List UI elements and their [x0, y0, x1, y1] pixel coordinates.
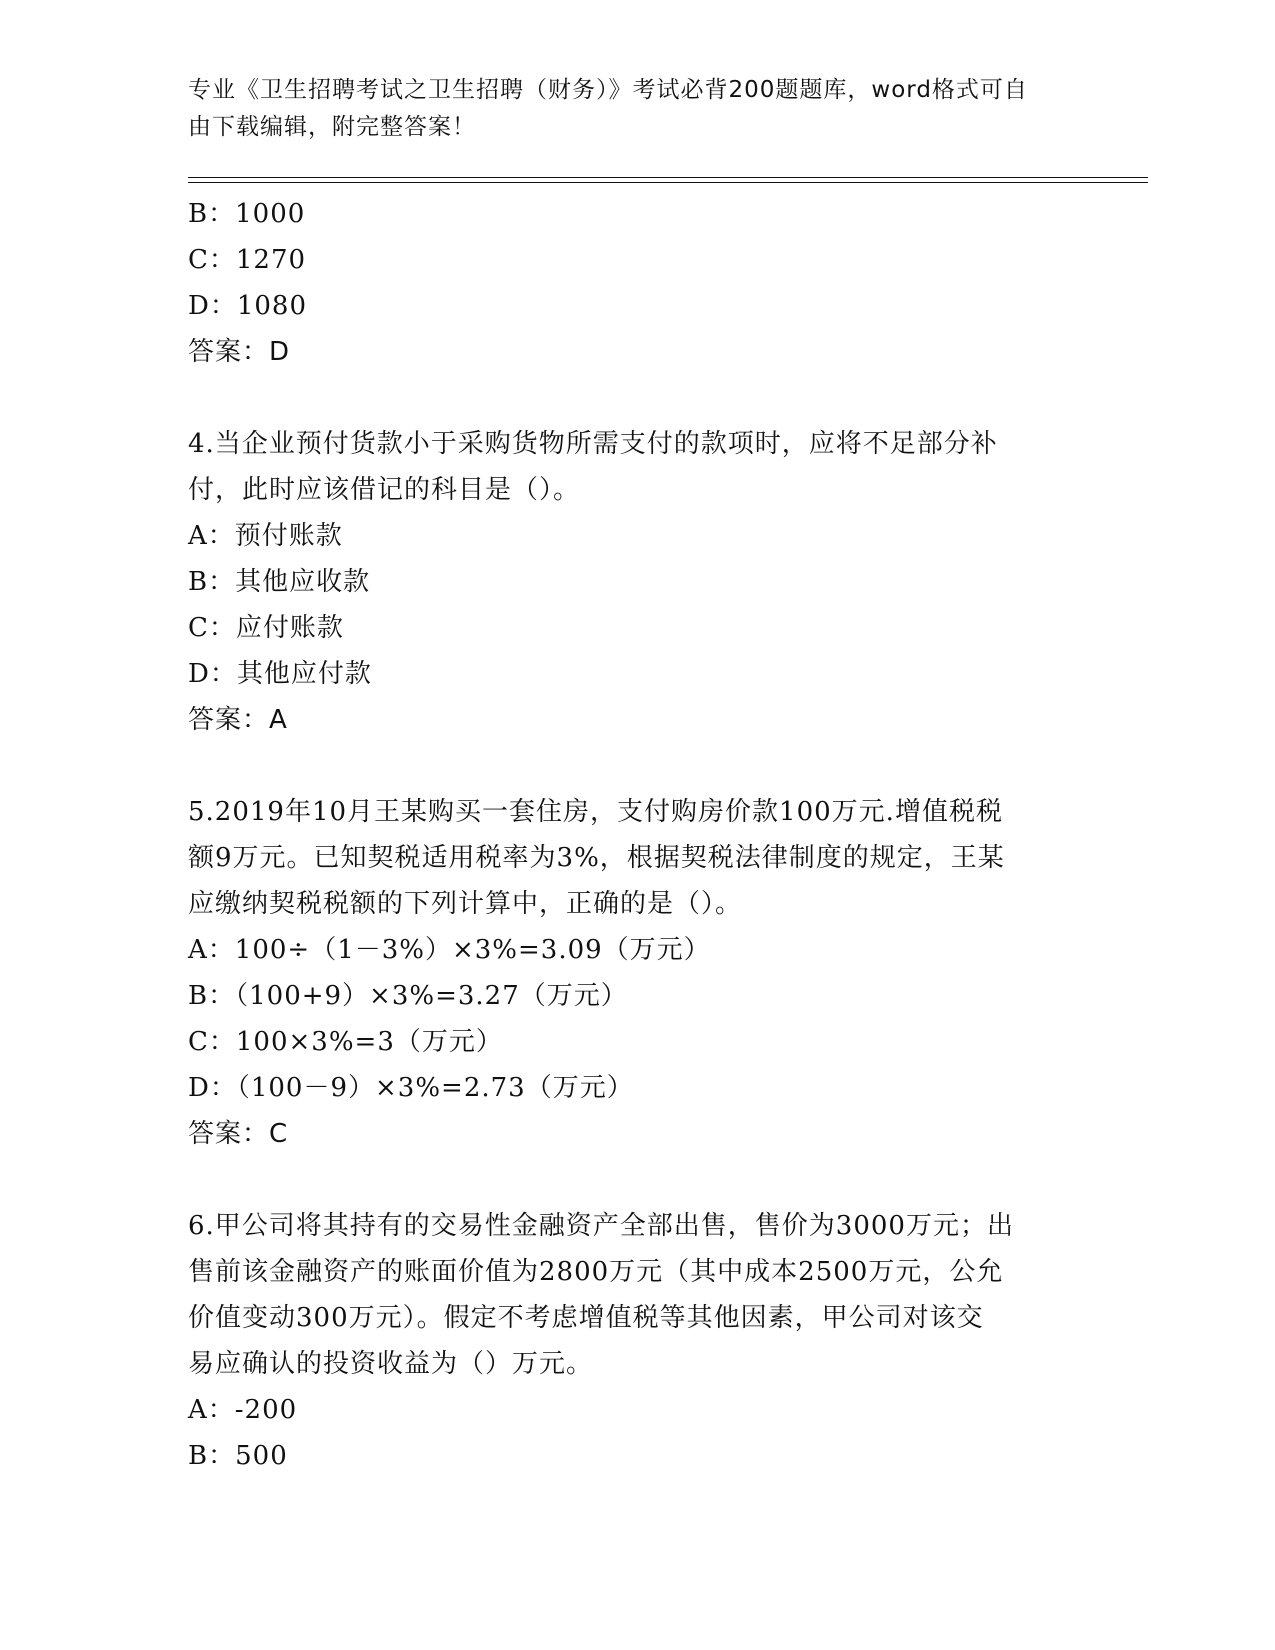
option-d: D：其他应付款 [188, 659, 372, 689]
option-b: B：500 [188, 1441, 288, 1471]
document-header [188, 72, 1068, 146]
option-c: C：应付账款 [188, 613, 344, 643]
option-d: D：1080 [188, 291, 308, 321]
question-5 [188, 789, 1088, 1157]
answer-line: 答案：C [188, 1119, 289, 1149]
answer-line: 答案：A [188, 705, 288, 735]
option-a: A：预付账款 [188, 521, 343, 551]
question-text-line: 6.甲公司将其持有的交易性金融资产全部出售，售价为3000万元；出 [188, 1211, 1014, 1241]
option-c: C：1270 [188, 245, 307, 275]
question-6 [188, 1203, 1088, 1479]
question-text-line: 4.当企业预付货款小于采购货物所需支付的款项时，应将不足部分补 [188, 429, 998, 459]
question-3 [188, 191, 1088, 375]
option-b: B：（100+9）×3%=3.27（万元） [188, 981, 628, 1011]
option-b: B：其他应收款 [188, 567, 371, 597]
question-text-line: 应缴纳契税税额的下列计算中，正确的是（）。 [188, 889, 743, 919]
option-c: C：100×3%=3（万元） [188, 1027, 503, 1057]
question-text-line: 5.2019年10月王某购买一套住房，支付购房价款100万元.增值税税 [188, 797, 1003, 827]
spacer [188, 375, 1088, 421]
header-title-line-2: 由下载编辑，附完整答案！ [188, 114, 476, 140]
question-text-line: 易应确认的投资收益为（）万元。 [188, 1349, 594, 1379]
answer-line: 答案：D [188, 337, 291, 367]
header-divider-top [188, 177, 1148, 178]
option-b: B：1000 [188, 199, 306, 229]
option-a: A：100÷（1－3%）×3%=3.09（万元） [188, 935, 711, 965]
question-text-line: 价值变动300万元）。假定不考虑增值税等其他因素，甲公司对该交 [188, 1303, 984, 1333]
header-title-line-1: 专业《卫生招聘考试之卫生招聘（财务）》考试必背200题题库，word格式可自 [188, 77, 1028, 103]
spacer [188, 743, 1088, 789]
question-text-line: 额9万元。已知契税适用税率为3%，根据契税法律制度的规定，王某 [188, 843, 1005, 873]
question-4 [188, 421, 1088, 743]
option-a: A：-200 [188, 1395, 298, 1425]
question-list [188, 191, 1088, 1479]
spacer [188, 1157, 1088, 1203]
question-text-line: 售前该金融资产的账面价值为2800万元（其中成本2500万元，公允 [188, 1257, 1004, 1287]
header-divider-bottom [188, 182, 1148, 183]
question-text-line: 付，此时应该借记的科目是（）。 [188, 475, 581, 505]
option-d: D：（100－9）×3%=2.73（万元） [188, 1073, 634, 1103]
